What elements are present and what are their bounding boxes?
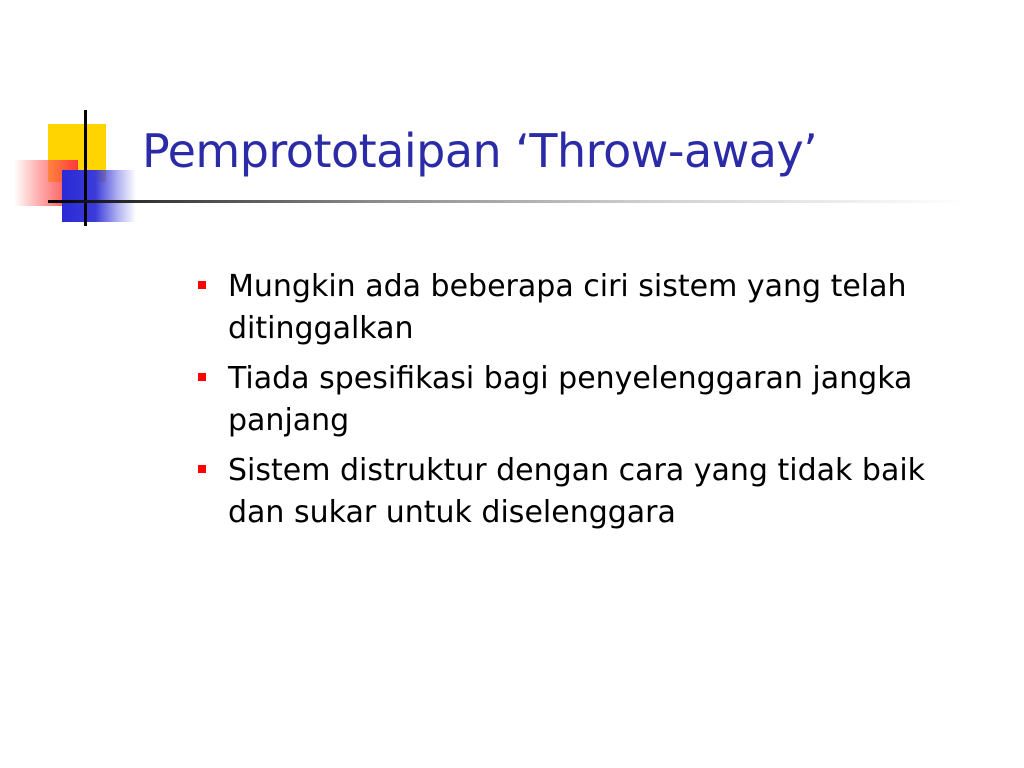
- square-bullet-icon: [198, 373, 206, 381]
- bullet-text: Mungkin ada beberapa ciri sistem yang telah ditinggalkan: [228, 269, 907, 346]
- square-bullet-icon: [198, 465, 206, 473]
- bullet-item: [196, 450, 976, 534]
- title-underline-rule: [48, 200, 968, 203]
- bullet-item: [196, 266, 976, 350]
- bullet-text: Tiada spesifikasi bagi penyelenggaran jangka panjang: [228, 361, 913, 438]
- square-bullet-icon: [198, 281, 206, 289]
- blue-square-decoration: [62, 170, 136, 222]
- bullet-text: Sistem distruktur dengan cara yang tidak baik dan sukar untuk diselenggara: [228, 453, 926, 530]
- vertical-rule: [84, 110, 87, 226]
- bullet-item: [196, 358, 976, 442]
- slide-title: Pemprototaipan ‘Throw-away’: [142, 124, 818, 178]
- bullet-list: [196, 266, 976, 542]
